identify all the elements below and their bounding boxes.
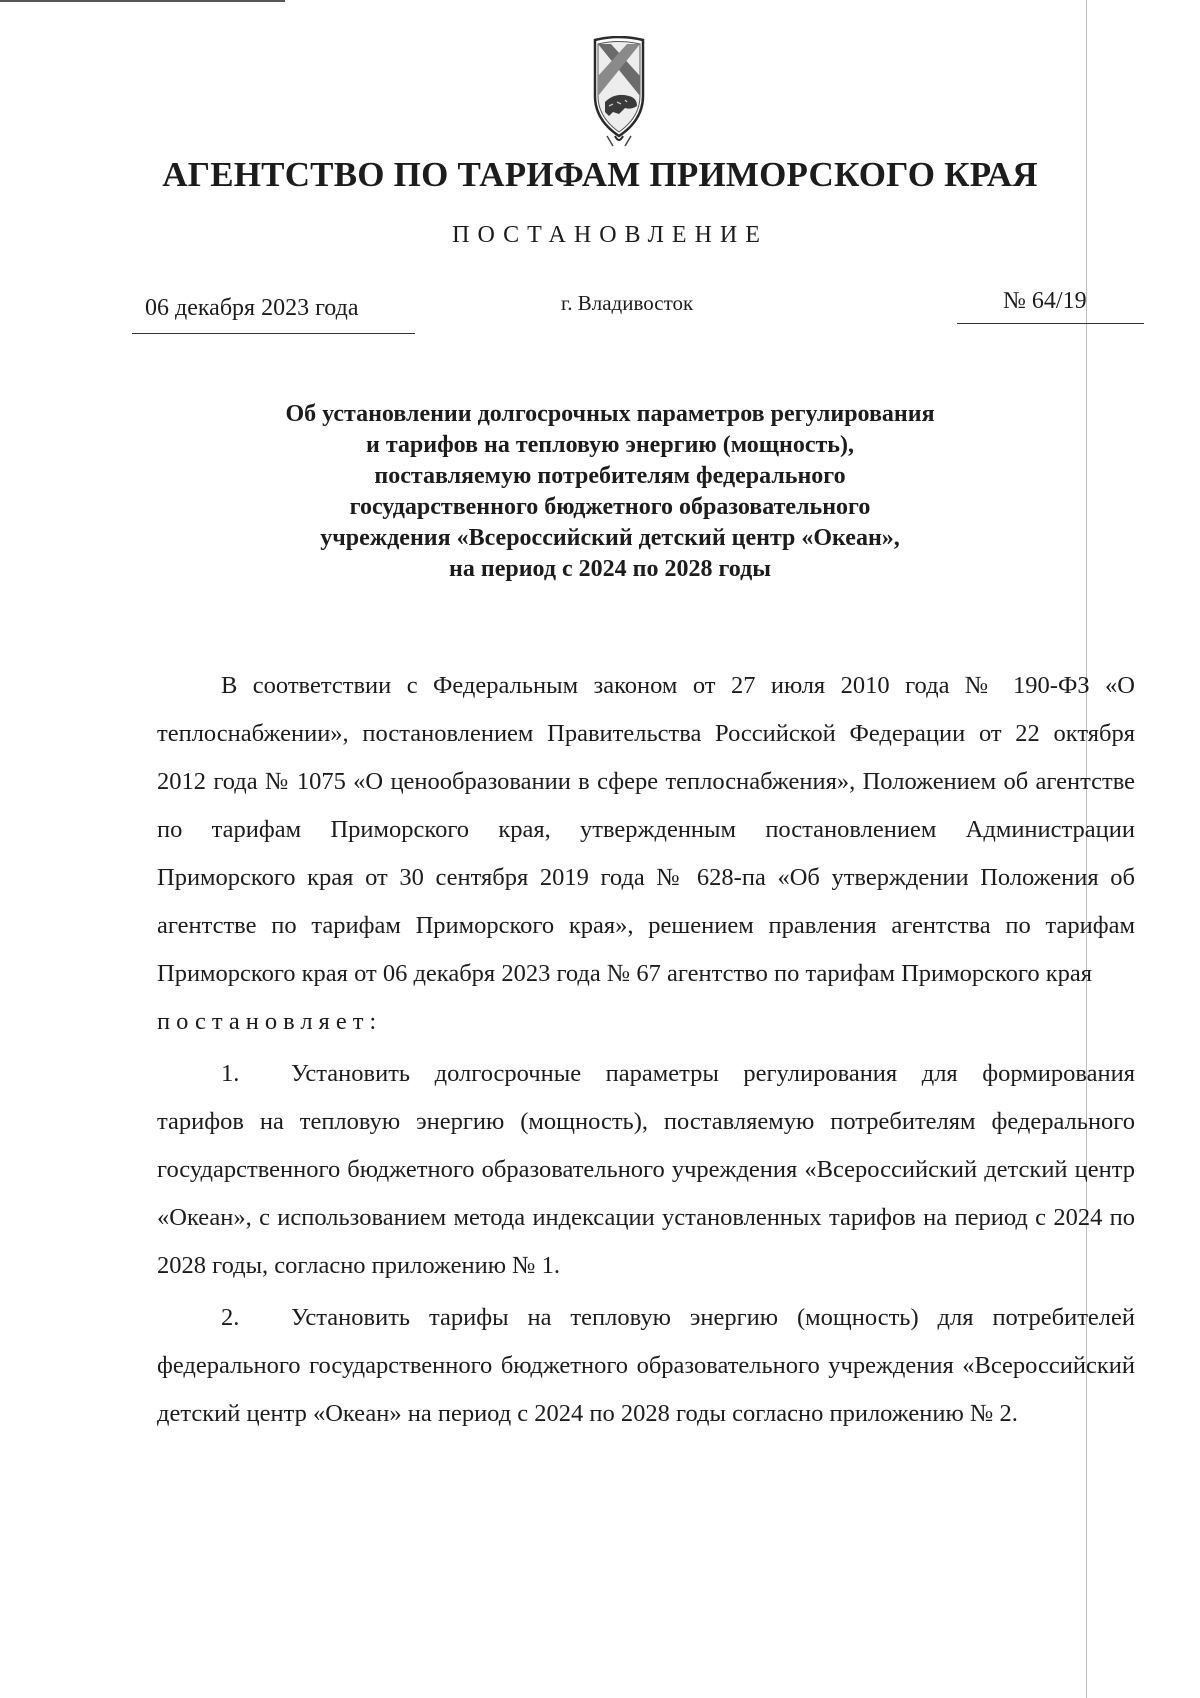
title-line: и тарифов на тепловую энергию (мощность), xyxy=(365,432,854,458)
document-type: ПОСТАНОВЛЕНИЕ xyxy=(452,222,768,248)
title-line: на период с 2024 по 2028 годы xyxy=(449,556,771,582)
document-city: г. Владивосток xyxy=(561,291,694,315)
item-number: 2. xyxy=(221,1304,240,1331)
list-item xyxy=(157,1050,1135,1290)
item-number: 1. xyxy=(221,1060,240,1087)
decree-word: постановляет: xyxy=(157,1008,383,1035)
title-line: Об установлении долгосрочных параметров регулирования xyxy=(285,401,935,427)
item-text: Установить тарифы на тепловую энергию (мощность) для потребителей федерального государственного бюджетного образовательного учреждения «Всероссийский детский центр «Океан» на период с 2024 по 2028 годы согласно приложению № 2. xyxy=(157,1304,1135,1427)
scan-corner-mark xyxy=(0,0,285,2)
coat-of-arms-icon xyxy=(585,36,653,148)
date-underline xyxy=(132,333,415,334)
title-line: учреждения «Всероссийский детский центр «Океан», xyxy=(320,525,900,551)
document-body xyxy=(157,662,1135,1438)
preamble-paragraph: В соответствии с Федеральным законом от 27 июля 2010 года № 190-ФЗ «О теплоснабжении», постановлением Правительства Российской Федерации от 22 октября 2012 года № 1075 «О ценообразовании в сфере теплоснабжения», Положением об агентстве по тарифам Приморского края, утвержденным постановлением Администрации Приморского края от 30 сентября 2019 года № 628-па «Об утверждении Положения об агентстве по тарифам Приморского края», решением правления агентства по тарифам Приморского края от 06 декабря 2023 года № 67 агентство по тарифам Приморского края xyxy=(157,672,1135,987)
title-line: государственного бюджетного образовательного xyxy=(349,494,871,520)
list-item xyxy=(157,1294,1135,1438)
item-text: Установить долгосрочные параметры регулирования для формирования тарифов на тепловую энергию (мощность), поставляемую потребителям федерального государственного бюджетного образовательного учреждения «Всероссийский детский центр «Океан», с использованием метода индексации установленных тарифов на период с 2024 по 2028 годы, согласно приложению № 1. xyxy=(157,1060,1135,1279)
title-line: поставляемую потребителям федерального xyxy=(374,463,846,489)
document-title xyxy=(150,399,1070,585)
document-date: 06 декабря 2023 года xyxy=(145,295,359,321)
number-underline xyxy=(957,323,1144,324)
agency-name: АГЕНТСТВО ПО ТАРИФАМ ПРИМОРСКОГО КРАЯ xyxy=(162,155,1038,194)
document-number: № 64/19 xyxy=(1003,288,1087,314)
